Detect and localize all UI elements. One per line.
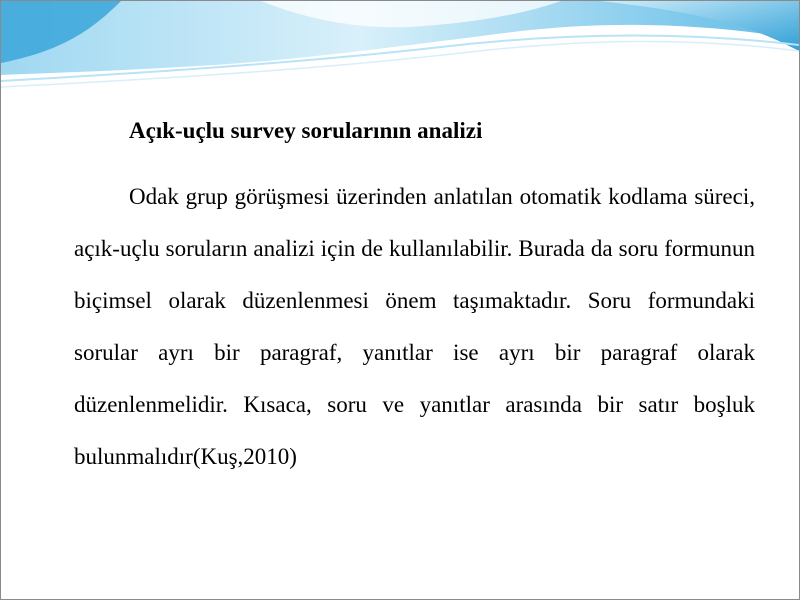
header-wave-decoration [1, 1, 799, 97]
body-paragraph: Odak grup görüşmesi üzerinden anlatılan otomatik kodlama süreci, açık-uçlu soruların analizi için de kullanılabilir. Burada da soru formunun biçimsel olarak düzenlenmesi önem taşımaktadır. Soru formundaki sorular ayrı bir paragraf, yanıtlar ise ayrı bir paragraf olarak düzenlenmelidir. Kısaca, soru ve yanıtlar arasında bir satır boşluk bulunmalıdır(Kuş,2010) [74, 184, 755, 469]
slide-title: Açık-uçlu survey sorularının analizi [129, 118, 483, 143]
